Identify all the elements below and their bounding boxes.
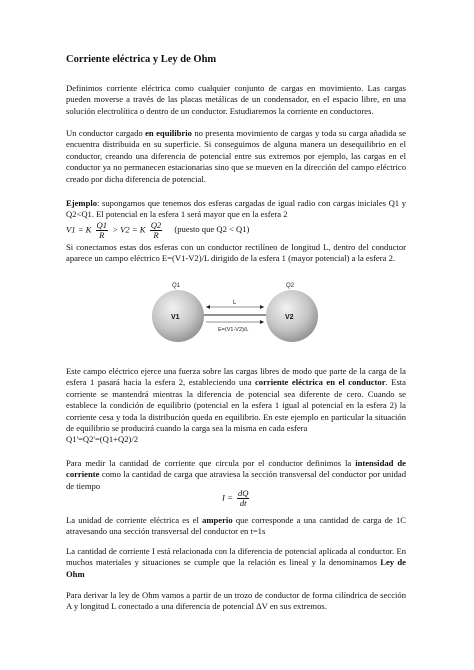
potential-formula: V1 = K $\frac{Q1}{R}$ > V2 = K $\frac{Q2}{R}$ (puesto que Q2 < Q1): [66, 220, 250, 240]
q1-label: Q1: [172, 283, 181, 289]
field-label: E=(V1-V2)/L: [218, 327, 249, 333]
paragraph-current-flow: Este campo eléctrico ejerce una fuerza sobre las cargas libres de modo que parte de la carga de la esfera 1 pasará hacia la esfera 2, estableciendo una corriente eléctrica en el conductor. Esta corriente se mantendrá mientras la diferencia de potencial sea diferente de cero. Cuando se establece la condición de equilibrio (potencial en la esfera 1 igual al potencial en la esfera 2) la corriente cesa y toda la distribución queda en equilibrio. En este ejemplo en particular la situación de equilibrio se producirá cuando la carga sea la misma en cada esfera Q1'=Q2'=(Q1+Q2)/2: [66, 366, 406, 445]
q2-label: Q2: [286, 283, 295, 289]
paragraph-derivation: Para derivar la ley de Ohm vamos a partir de un trozo de conductor de forma cilíndrica de sección A y longitud L conectado a una diferencia de potencial ΔV en sus extremos.: [66, 590, 406, 612]
paragraph-ampere: La unidad de corriente eléctrica es el amperio que corresponde a una cantidad de carga de 1C atravesando una sección transversal del conductor en t=1s: [66, 515, 406, 537]
intensity-equation: I = $\frac{dQ}{dt}$: [222, 488, 249, 508]
page-title: Corriente eléctrica y Ley de Ohm: [66, 54, 217, 65]
length-label: L: [233, 300, 237, 306]
v2-label: V2: [285, 314, 294, 321]
spheres-diagram: [140, 278, 340, 354]
paragraph-intensity: Para medir la cantidad de corriente que circula por el conductor definimos la intensidad de corriente como la cantidad de carga que atraviesa la sección transversal del conductor por unidad de tiempo: [66, 458, 406, 491]
paragraph-example: Ejemplo: supongamos que tenemos dos esferas cargadas de igual radio con cargas iniciales Q1 y Q2<Q1. El potencial en la esfera 1 será mayor que en la esfera 2: [66, 198, 406, 220]
paragraph-equilibrium: Un conductor cargado en equilibrio no presenta movimiento de cargas y toda su carga añadida se encuentra distribuida en su superficie. Si conseguimos de alguna manera un desequilibrio en el conductor, creando una diferencia de potencial entre sus extremos por ejemplo, las cargas en el conductor ya no permanecen estacionarias sino que se mueven en la dirección del campo eléctrico creado por dicha diferencia de potencial.: [66, 128, 407, 184]
v1-label: V1: [171, 314, 180, 321]
paragraph-definition: Definimos corriente eléctrica como cualquier conjunto de cargas en movimiento. Las cargas pueden moverse a través de las placas metálicas de un condensador, en el espacio libre, en una solución electrolítica o dentro de un conductor. Estudiaremos la corriente en conductores.: [66, 83, 406, 116]
paragraph-connection: Si conectamos estas dos esferas con un conductor rectilíneo de longitud L, dentro del conductor aparece un campo eléctrico E=(V1-V2)/L dirigido de la esfera 1 (mayor potencial) a la esfera 2.: [66, 242, 406, 264]
paragraph-ohm-law: La cantidad de corriente I está relacionada con la diferencia de potencial aplicada al conductor. En muchos materiales y situaciones se cumple que la relación es lineal y la denominamos Ley de Ohm: [66, 546, 406, 579]
